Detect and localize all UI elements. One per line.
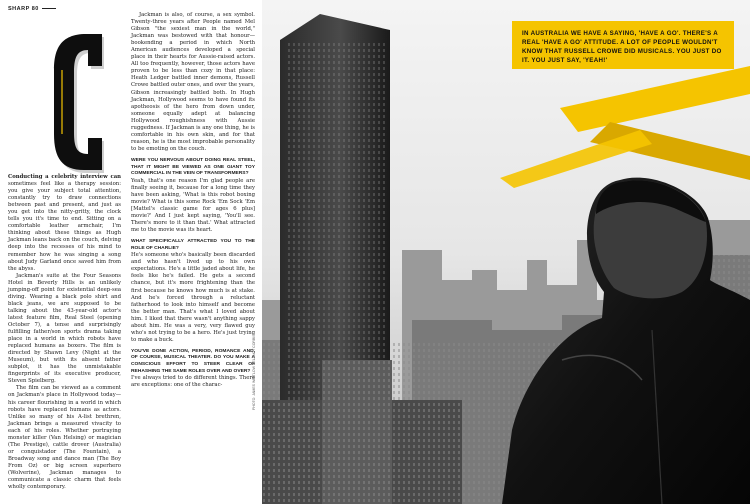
interview-question: YOU'VE DONE ACTION, PERIOD, ROMANCE AND, OF COURSE, MUSICAL THEATER. DO YOU MAKE A CONSCIOUS EFFORT TO STEER CLEAR OF REHASHING THE SAME ROLES OVER AND OVER?: [131, 348, 255, 374]
paragraph: Jackman is also, of course, a sex symbol. Twenty-three years after People named Mel Gibson "the sexiest man in the world," Jackman was bestowed with that honour—bookending a period in which North American audiences developed a special place in their hearts for Aussie-raised actors. All too frequently, however, those actors have proven to be less than cozy in that place: Heath Ledger battled inner demons, Russell Crowe battled outer ones, and over the years, Gibson increasingly battled both. In Hugh Jackman, Hollywood seems to have found its apotheosis of the hero from down under, someone equally adept at balancing Hollywood roughishness with Aussie ruggedness. If Jackman is any one thing, he is comfortable in his own skin, and for that reason, he is the most improbable personality to be emoting on the couch.: [131, 12, 255, 152]
paragraph: Jackman's suite at the Four Seasons Hotel in Beverly Hills is an unlikely jumping-off point for existential deep-sea diving. Wearing a black polo shirt and black jeans, we are supposed to be talking about the 43-year-old actor's latest feature film, Real Steel (opening October 7), a tense and surprisingly fulfilling father/son sports drama taking place in a world in which robots have replaced humans as boxers. The film is directed by Shawn Levy (Night at the Museum), but with its absent father subplot, it has the unmistakable fingerprints of its executive producer, Steven Spielberg.: [8, 272, 121, 385]
paragraph: Yeah, that's one reason I'm glad people are finally seeing it, because for a long time they have been asking, 'What is this robot boxing movie? What is this some Rock 'Em Sock 'Em [Mattel's classic game for ages 6 plus] movie?' And I just kept saying, 'You'll see. There's more to it than that.' What attracted me to the movie was its heart.: [131, 177, 255, 234]
paragraph: He's someone who's basically been discarded and who hasn't lived up to his own expectations. He's a little jaded about life, he feels like he's failed. He gets a second chance, but it's more frightening than the first because he knows how much is at stake. And he's forced through a reluctant fatherhood to look into himself and become the better man. That's what I loved about him. I liked that there wasn't anything sappy about him. He was a very, very flawed guy who's not trying to be a hero. He's just trying to make a buck.: [131, 252, 255, 343]
article-column-2: [131, 12, 255, 389]
left-page: [0, 0, 262, 504]
paragraph: I've always tried to do different things. There are exceptions: one of the charac-: [131, 375, 255, 389]
interview-question: WHAT SPECIFICALLY ATTRACTED YOU TO THE ROLE OF CHARLIE?: [131, 239, 255, 251]
folio: [8, 6, 56, 12]
dropcap-c: [48, 30, 104, 174]
paragraph: Conducting a celebrity interview can sometimes feel like a therapy session: you give your subject total attention, constantly try to draw connections between past and present, and just as you get into the nitty-gritty, the clock tells you it's time to end. Sitting on a comfortable leather armchair, I'm thinking about these things as Hugh Jackman leans back on the couch, delving deep into the recesses of his mind to remember how he was singing a song about Judy Garland once saved him from the abyss.: [8, 174, 121, 272]
folio-page: 80: [31, 6, 39, 12]
paragraph: The film can be viewed as a comment on Jackman's place in Hollywood today—his career flourishing in a world in which robots have replaced humans as actors. Unlike so many of his A-list brethren, Jackman brings a measured vivacity to each of his roles. Whether portraying monster killer (Van Helsing) or magician (The Prestige), cattle drover (Australia) or conquistador (The Fountain), a Broadway song and dance man (The Boy From Oz) or big screen superhero (Wolverine), Jackman manages to communicate a classic charm that feels wholly contemporary.: [8, 385, 121, 491]
folio-section: SHARP: [8, 6, 30, 12]
interview-question: WERE YOU NERVOUS ABOUT DOING REAL STEEL, THAT IT MIGHT BE VIEWED AS ONE GIANT TOY COMMERCIAL IN THE VEIN OF TRANSFORMERS?: [131, 157, 255, 177]
photo-credit: PHOTO: JAMES WHITLOW DELANO / CORBIS: [252, 334, 256, 410]
article-column-1: [8, 174, 121, 491]
lead-in: Conducting a celebrity interview can: [8, 174, 121, 180]
folio-rule: [42, 8, 56, 9]
yellow-ribbon-graphic: [440, 60, 750, 190]
pull-quote: IN AUSTRALIA WE HAVE A SAYING, 'HAVE A GO'. THERE'S A REAL 'HAVE A GO' ATTITUDE. A LOT OF PEOPLE WOULDN'T KNOW THAT RUSSELL CROWE DID MUSICALS. YOU JUST DO IT. YOU JUST SAY, 'YEAH!': [512, 21, 734, 69]
